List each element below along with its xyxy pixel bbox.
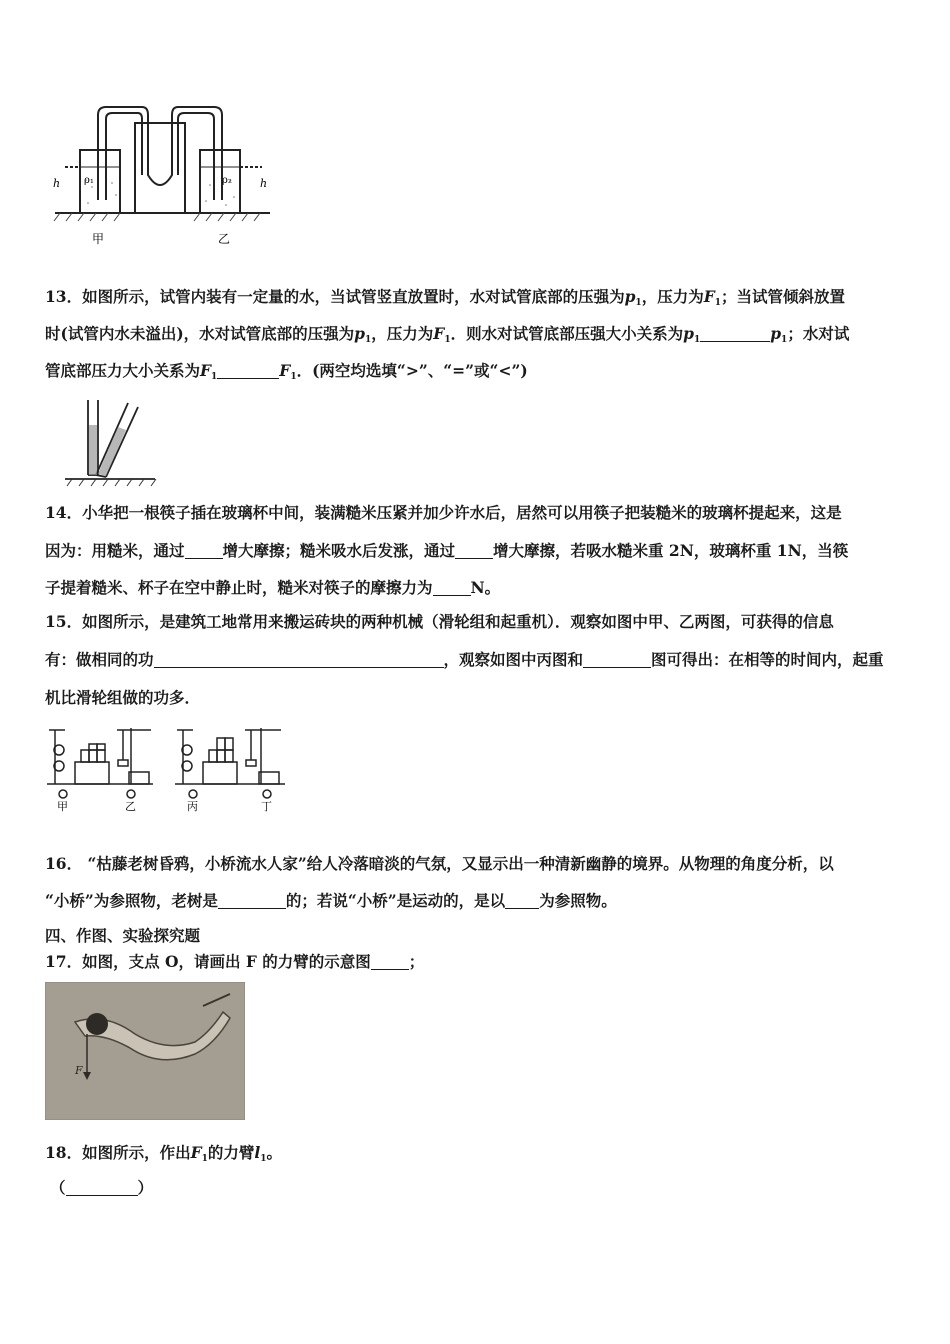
rho2-label: ρ₂	[222, 175, 232, 186]
label-yi: 乙	[125, 800, 136, 813]
f-label: F	[75, 1064, 83, 1077]
jia-label: 甲	[92, 232, 105, 246]
q16-line2: “小桥”为参照物，老树是 的；若说“小桥”是运动的，是以 为参照物。	[45, 891, 617, 910]
h-label-left: h	[53, 177, 61, 190]
q15-line2: 有：做相同的功 ，观察如图中丙图和 图可得出：在相等的时间内，起重	[45, 650, 884, 669]
h-label-right: h	[260, 177, 268, 190]
crane-pulley-figure	[45, 722, 295, 814]
q16-blank-2[interactable]	[505, 892, 539, 909]
q16-line1: 16． “枯藤老树昏鸦，小桥流水人家”给人冷落暗淡的气氛，又显示出一种清新幽静的境界。从物理的角度分析，以	[45, 854, 834, 873]
q13-line2: 时(试管内水未溢出)，水对试管底部的压强为$p_1$，压力为$F_1$．则水对试管底部压强大小关系为$p_1$ $p_1$；水对试	[45, 324, 850, 345]
q15-line1: 15．如图所示，是建筑工地常用来搬运砖块的两种机械（滑轮组和起重机）．观察如图中甲、乙两图，可获得的信息	[45, 612, 834, 631]
q17-line1: 17．如图，支点 O，请画出 F 的力臂的示意图 ；	[45, 952, 425, 971]
q18-line1: 18．如图所示，作出$F_1$的力臂$l_1$。	[45, 1143, 283, 1164]
q14-line2: 因为：用糙米，通过 增大摩擦；糙米吸水后发涨，通过 增大摩擦，若吸水糙米重 2N，玻璃杯重 1N，当筷	[45, 541, 849, 560]
label-bing: 丙	[187, 800, 198, 813]
label-jia: 甲	[57, 800, 68, 813]
q13-line1: 13．如图所示，试管内装有一定量的水，当试管竖直放置时，水对试管底部的压强为$p_1$，压力为$F_1$；当试管倾斜放置	[45, 287, 845, 308]
q13-blank-2[interactable]	[217, 362, 279, 379]
q14-line3: 子提着糙米、杯子在空中静止时，糙米对筷子的摩擦力为 N。	[45, 578, 501, 597]
q13-blank-1[interactable]	[700, 325, 770, 342]
q15-blank-1[interactable]	[154, 651, 444, 668]
q14-blank-1[interactable]	[185, 542, 223, 559]
label-ding: 丁	[261, 800, 272, 813]
q15-line3: 机比滑轮组做的功多．	[45, 688, 201, 707]
u-tube-pressure-figure	[50, 105, 275, 250]
q16-blank-1[interactable]	[218, 892, 286, 909]
arm-lever-photo	[45, 982, 245, 1120]
q14-blank-3[interactable]	[433, 579, 471, 596]
q15-blank-2[interactable]	[583, 651, 651, 668]
q18-blank-1[interactable]	[66, 1179, 138, 1196]
test-tube-figure	[60, 395, 160, 487]
q17-blank-1[interactable]	[371, 953, 409, 970]
rho1-label: ρ₁	[84, 175, 94, 186]
section-4-title: 四、作图、实验探究题	[45, 926, 201, 945]
q18-answer: （ ）	[50, 1178, 154, 1197]
q14-line1: 14．小华把一根筷子插在玻璃杯中间，装满糙米压紧并加少许水后，居然可以用筷子把装糙米的玻璃杯提起来，这是	[45, 503, 842, 522]
yi-label: 乙	[218, 232, 231, 246]
q14-blank-2[interactable]	[455, 542, 493, 559]
q13-line3: 管底部压力大小关系为$F_1$ $F_1$．(两空均选填“>”、“=”或“<”)	[45, 361, 528, 382]
